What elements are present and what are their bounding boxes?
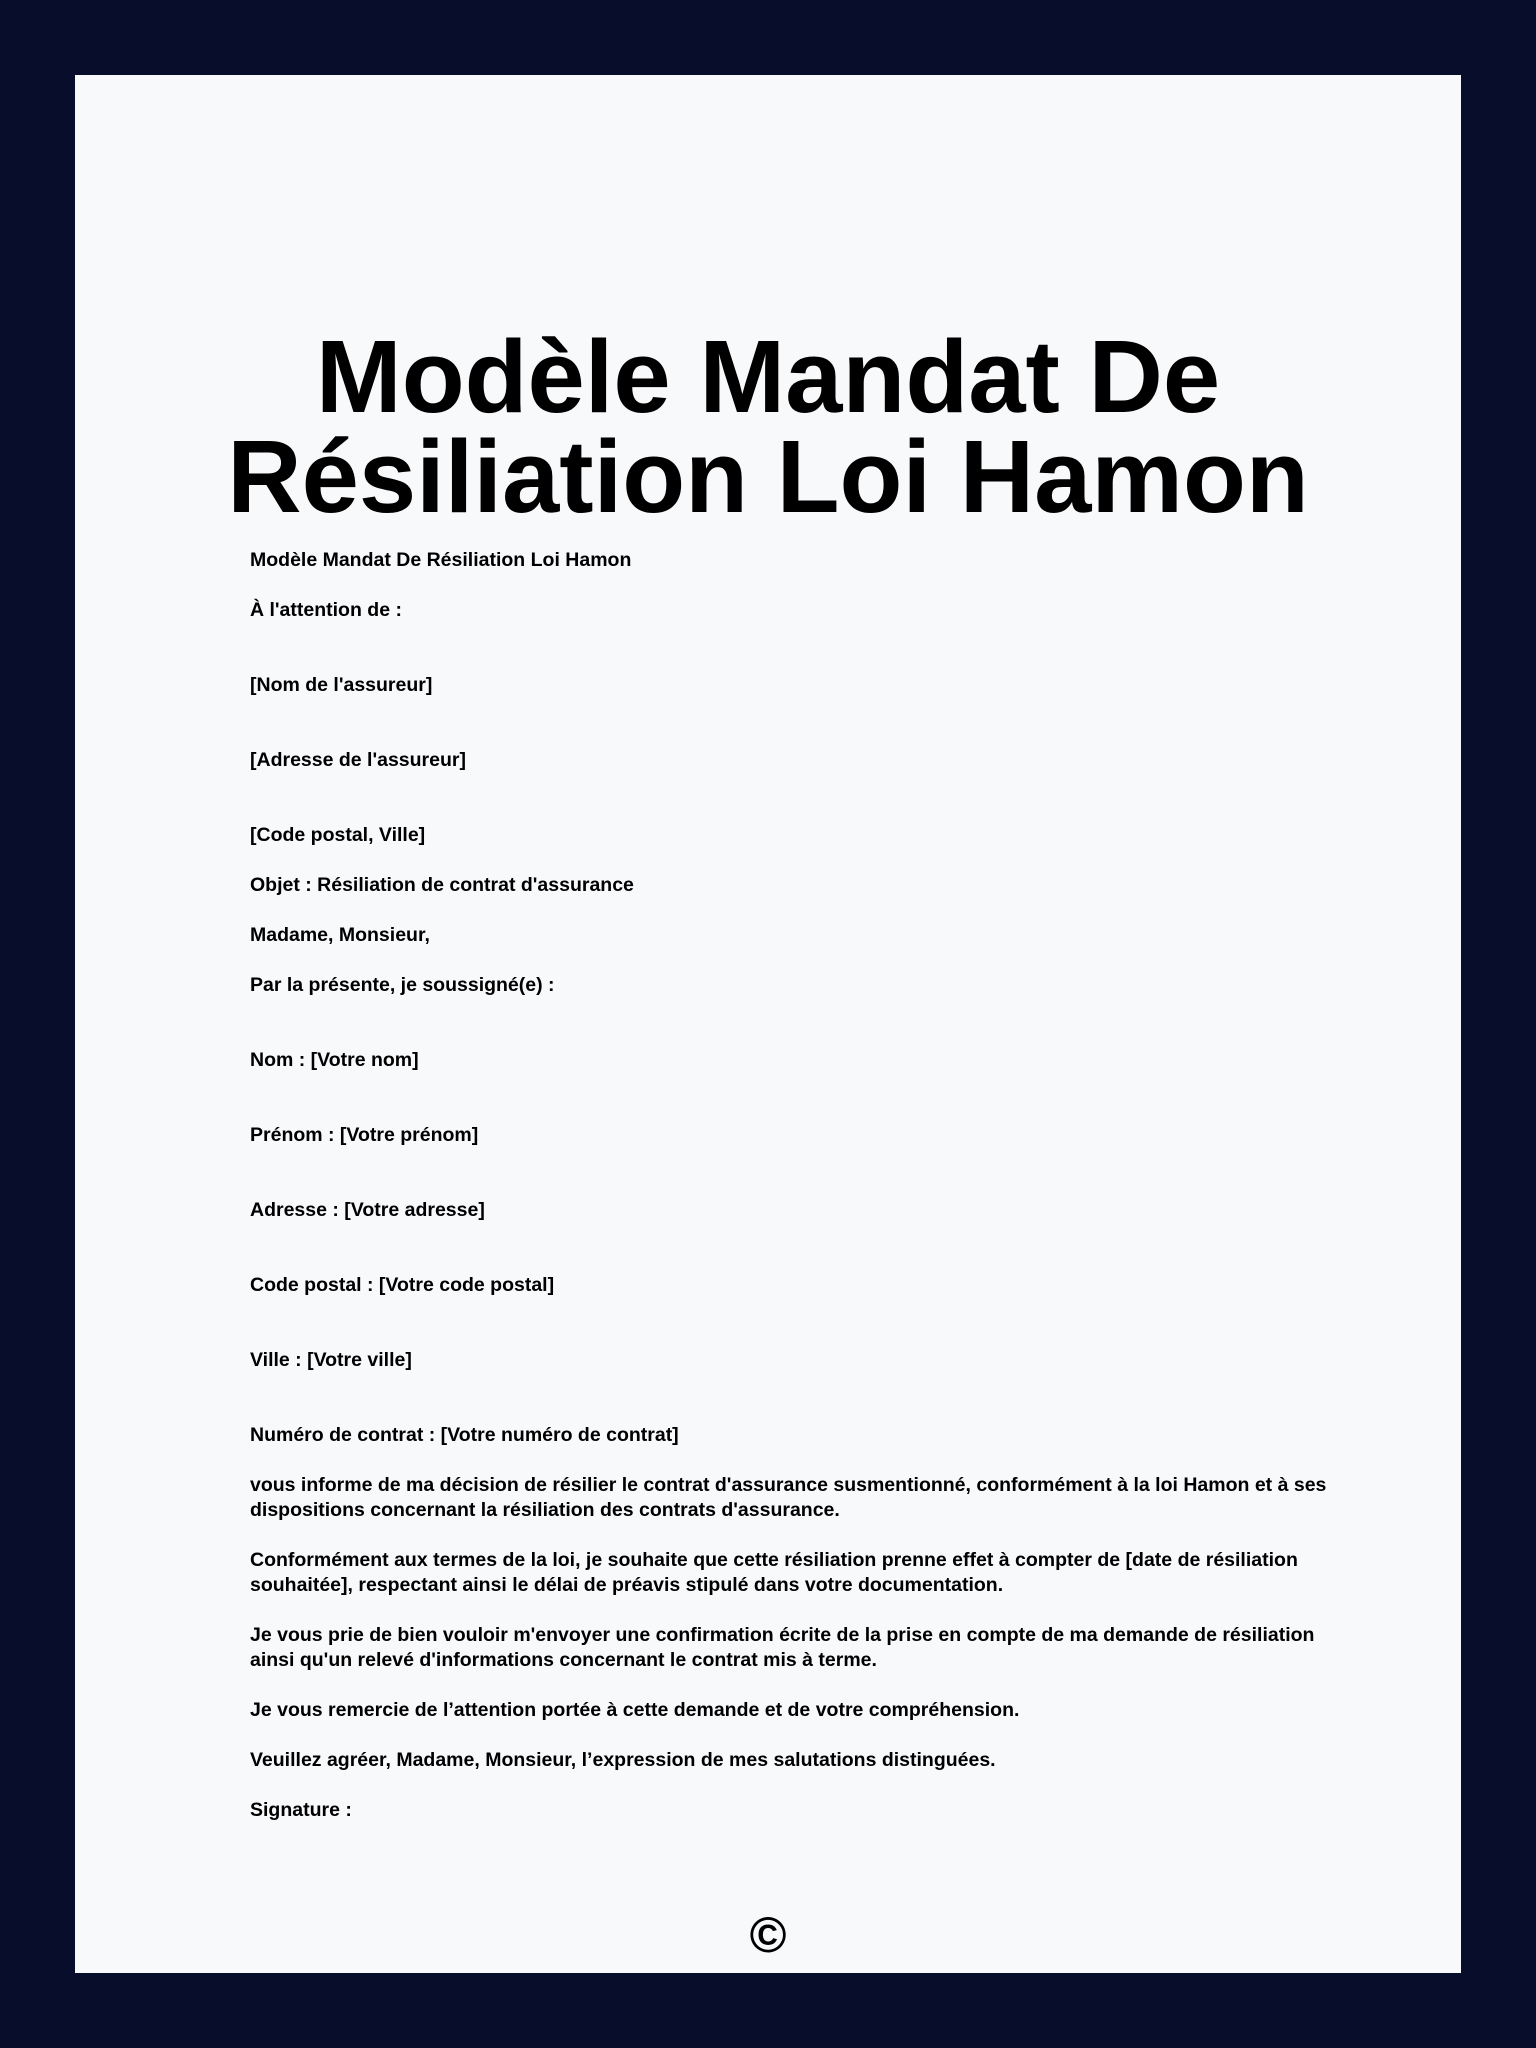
insurer-city: [Code postal, Ville] <box>250 824 426 846</box>
letter-subject: Objet : Résiliation de contrat d'assurance <box>250 874 634 896</box>
paragraph-decision: vous informe de ma décision de résilier le contrat d'assurance susmentionné, conformément à la loi Hamon et à ses dispositions concernant la résiliation des contrats d'assurance. <box>250 1474 1327 1521</box>
title-line-2: Résiliation Loi Hamon <box>227 419 1309 534</box>
closing-formula: Veuillez agréer, Madame, Monsieur, l’expression de mes salutations distinguées. <box>250 1749 996 1771</box>
paragraph-thanks: Je vous remercie de l’attention portée à cette demande et de votre compréhension. <box>250 1699 1020 1721</box>
insurer-name: [Nom de l'assureur] <box>250 674 433 696</box>
title-line-1: Modèle Mandat De <box>315 319 1221 434</box>
field-postal-code: Code postal : [Votre code postal] <box>250 1274 555 1296</box>
field-contract-number: Numéro de contrat : [Votre numéro de contrat] <box>250 1424 679 1446</box>
paragraph-effective-date: Conformément aux termes de la loi, je souhaite que cette résiliation prenne effet à compter de [date de résiliation souhaitée], respectant ainsi le délai de préavis stipulé dans votre documentation. <box>250 1549 1298 1596</box>
intro-sentence: Par la présente, je soussigné(e) : <box>250 974 555 996</box>
letter-heading: Modèle Mandat De Résiliation Loi Hamon <box>250 549 632 571</box>
signature-label: Signature : <box>250 1799 352 1821</box>
field-address: Adresse : [Votre adresse] <box>250 1199 485 1221</box>
field-first-name: Prénom : [Votre prénom] <box>250 1124 479 1146</box>
document-page <box>75 75 1461 1973</box>
salutation: Madame, Monsieur, <box>250 924 430 946</box>
letter-body <box>250 548 1330 1823</box>
copyright-icon: © <box>749 1907 787 1963</box>
field-last-name: Nom : [Votre nom] <box>250 1049 419 1071</box>
insurer-address: [Adresse de l'assureur] <box>250 749 466 771</box>
paragraph-confirmation: Je vous prie de bien vouloir m'envoyer une confirmation écrite de la prise en compte de ma demande de résiliation ainsi qu'un relevé d'informations concernant le contrat mis à terme. <box>250 1624 1315 1671</box>
field-city: Ville : [Votre ville] <box>250 1349 412 1371</box>
recipient-label: À l'attention de : <box>250 599 402 621</box>
document-title <box>75 319 1461 534</box>
